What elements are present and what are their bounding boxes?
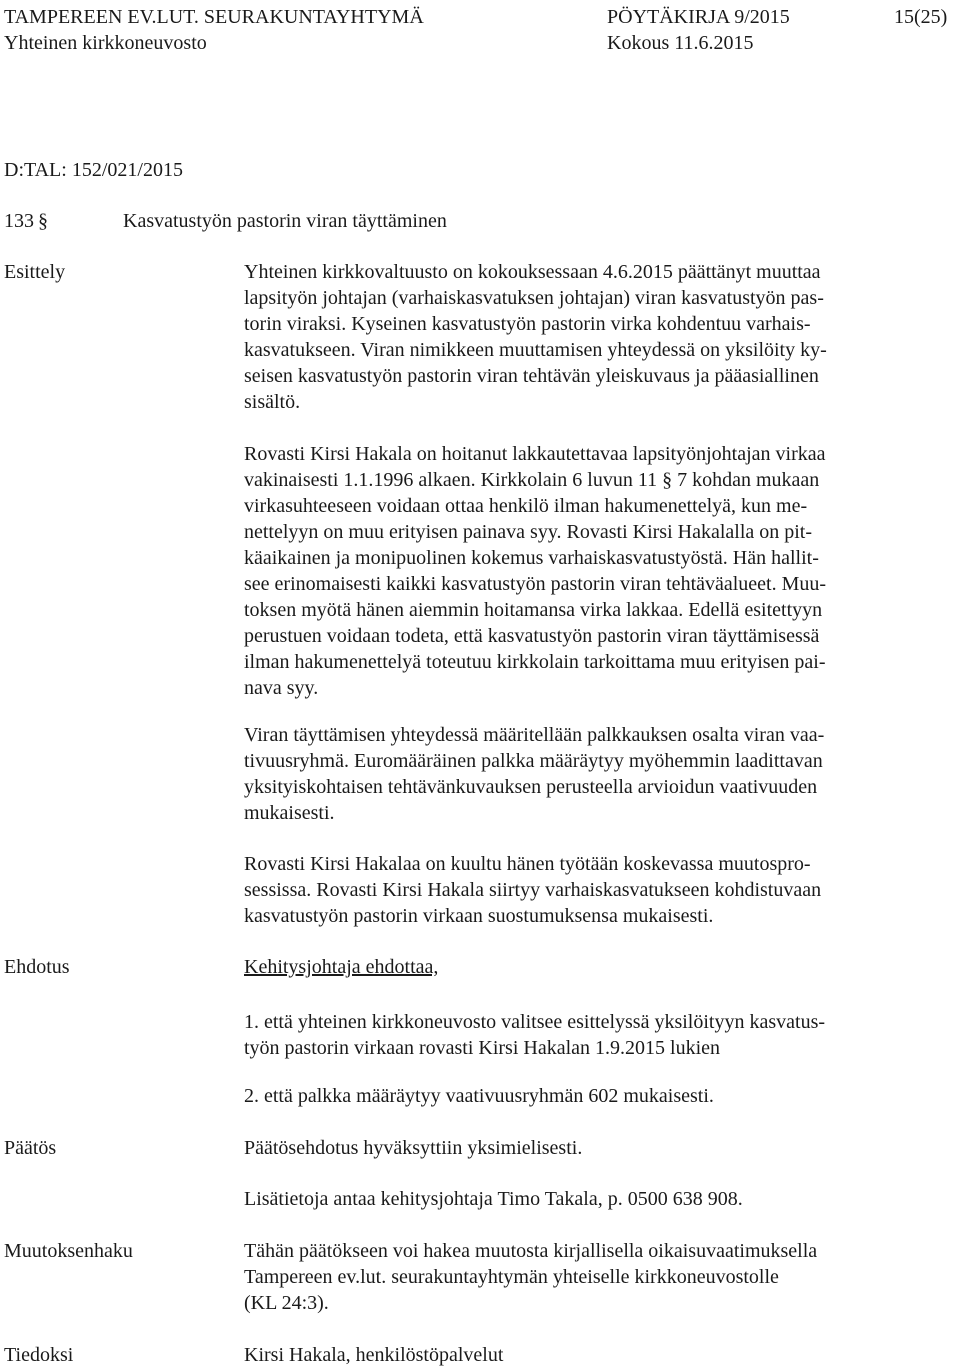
label-tiedoksi: Tiedoksi [4, 1344, 74, 1366]
item-number: 133 [4, 210, 34, 232]
decision-text: Päätösehdotus hyväksyttiin yksimielisesti. [244, 1137, 583, 1159]
label-muutoksenhaku: Muutoksenhaku [4, 1240, 133, 1262]
esittely-paragraph-3: Viran täyttämisen yhteydessä määritellään palkkauksen osalta viran vaa- tivuusryhmä. Euromääräinen palkka määräytyy myöhemmin laadittavan yksityiskohtaisen tehtävänkuvauksen perusteella arvioidun vaativuuden mukaisesti. [244, 724, 825, 824]
esittely-paragraph-1: Yhteinen kirkkovaltuusto on kokouksessaan 4.6.2015 päättänyt muuttaa lapsityön johtajan (varhaiskasvatuksen johtajan) viran kasvatustyön pas- torin viraksi. Kyseinen kasvatustyön pastorin virka kohdentuu varhais- kasvatukseen. Viran nimikkeen muuttamisen yhteydessä on yksilöity ky- seisen kasvatustyön pastorin viran tehtävän yleiskuvaus ja pääasiallinen sisältö. [244, 261, 827, 413]
header-doc-type: PÖYTÄKIRJA 9/2015 [607, 6, 790, 28]
label-ehdotus: Ehdotus [4, 956, 70, 978]
recipients: Kirsi Hakala, henkilöstöpalvelut [244, 1344, 504, 1366]
item-heading [4, 208, 54, 234]
header-meeting: Kokous 11.6.2015 [607, 32, 754, 54]
item-title: Kasvatustyön pastorin viran täyttäminen [123, 210, 447, 232]
appeal-text: Tähän päätökseen voi hakea muutosta kirjallisella oikaisuvaatimuksella Tampereen ev.lut. seurakuntayhtymän yhteiselle kirkkoneuvostolle (KL 24:3). [244, 1240, 818, 1314]
contact-info: Lisätietoja antaa kehitysjohtaja Timo Takala, p. 0500 638 908. [244, 1188, 743, 1210]
proposal-item-1: 1. että yhteinen kirkkoneuvosto valitsee esittelyssä yksilöityyn kasvatus- työn pastorin virkaan rovasti Kirsi Hakalan 1.9.2015 lukien [244, 1011, 826, 1059]
label-esittely: Esittely [4, 261, 66, 283]
header-org: TAMPEREEN EV.LUT. SEURAKUNTAYHTYMÄ [4, 6, 424, 28]
header-body-name: Yhteinen kirkkoneuvosto [4, 32, 207, 54]
section-sign-icon: § [38, 210, 48, 232]
proposal-item-2: 2. että palkka määräytyy vaativuusryhmän 602 mukaisesti. [244, 1085, 714, 1107]
proposer: Kehitysjohtaja ehdottaa, [244, 956, 439, 978]
header-page-number: 15(25) [894, 6, 948, 28]
esittely-paragraph-4: Rovasti Kirsi Hakalaa on kuultu hänen työtään koskevassa muutospro- sessissa. Rovasti Kirsi Hakala siirtyy varhaiskasvatukseen kohdistuvaan kasvatustyön pastorin virkaan suostumuksensa mukaisesti. [244, 853, 822, 927]
dtal-number: D:TAL: 152/021/2015 [4, 159, 183, 181]
label-paatos: Päätös [4, 1137, 57, 1159]
esittely-paragraph-2: Rovasti Kirsi Hakala on hoitanut lakkautettavaa lapsityönjohtajan virkaa vakinaisesti 1.1.1996 alkaen. Kirkkolain 6 luvun 11 § 7 kohdan mukaan virkasuhteeseen voidaan ottaa henkilö ilman hakumenettelyä, kun me- nettelyyn on muu erityisen painava syy. Rovasti Kirsi Hakalalla on pit- käaikainen ja monipuolinen kokemus varhaiskasvatustyöstä. Hän hallit- see erinomaisesti kaikki kasvatustyön pastorin viran tehtäväalueet. Muu- toksen myötä hänen aiemmin hoitamansa virka lakkaa. Edellä esitettyyn perustuen voidaan todeta, että kasvatustyön pastorin viran täyttämisessä ilman hakumenettelyä toteutuu kirkkolain tarkoittama muu erityisen pai- nava syy. [244, 443, 827, 699]
